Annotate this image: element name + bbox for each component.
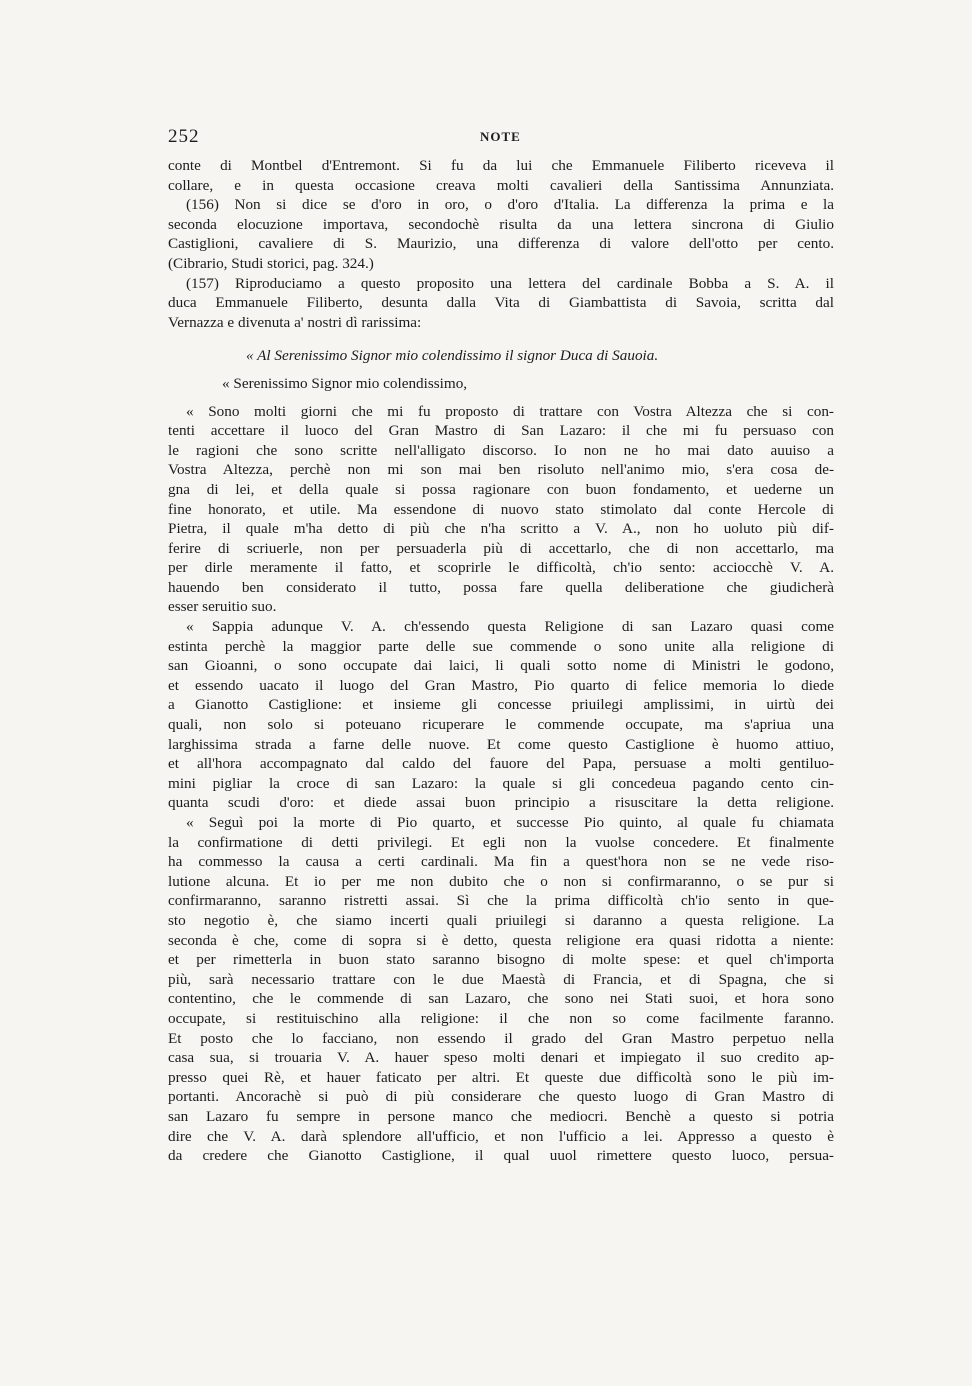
notes-body (168, 156, 834, 1166)
text-line: et all'hora accompagnato dal caldo del fauore del Papa, persuase a molti gentiluo- (168, 755, 834, 773)
text-line: sto negotio è, che siamo incerti quali priuilegi si daranno a questa religione. La (168, 911, 834, 929)
text-line: san Lazaro fu sempre in persone manco che mediocri. Benchè a questo si potria (168, 1107, 834, 1125)
text-line: esser seruitio suo. (168, 598, 277, 616)
letter-paragraph-start: « Sono molti giorni che mi fu proposto di trattare con Vostra Altezza che si con- (186, 402, 834, 420)
text-line: Pietra, il quale m'ha detto di più che n'ha scritto a V. A., non ho uoluto più dif- (168, 520, 834, 538)
text-line: dire che V. A. darà splendore all'ufficio, et non l'ufficio a lei. Appresso a questo è (168, 1127, 834, 1145)
text-line: tenti accettare il luoco del Gran Mastro di San Lazaro: il che mi fu persuaso con (168, 422, 834, 440)
text-line: mini pigliar la croce di san Lazaro: la quale si gli concedeua pagando cento cin- (168, 774, 834, 792)
text-line: et essendo uacato il luogo del Gran Mastro, Pio quarto di felice memoria lo diede (168, 676, 834, 694)
text-line: ferire di scriuerle, non per persuaderla più di accettarlo, che di non accettarlo, ma (168, 539, 834, 557)
text-line: duca Emmanuele Filiberto, desunta dalla Vita di Giambattista di Savoia, scritta dal (168, 294, 834, 312)
text-line: confirmaranno, saranno ristretti assai. Sì che la prima difficoltà ch'io sento in que- (168, 892, 834, 910)
text-line: san Gioanni, o sono occupate dai laici, li quali sotto nome di Ministri le godono, (168, 657, 834, 675)
page-number: 252 (168, 126, 200, 147)
text-line: occupate, si restituischino alla religione: il che non so come facilmente faranno. (168, 1009, 834, 1027)
text-line: portanti. Ancorachè si può di più considerare che questo luogo di Gran Mastro di (168, 1088, 834, 1106)
text-line: le ragioni che sono scritte nell'alligato discorso. Io non ne ho mai dato auuiso a (168, 441, 834, 459)
letter-salutation: « Serenissimo Signor mio colendissimo, (222, 374, 468, 392)
text-line: Castiglioni, cavaliere di S. Maurizio, una differenza di valore dell'otto per cento. (168, 235, 834, 253)
text-line: casa sua, si trouaria V. A. hauer speso molti denari et impiegato il suo credito ap- (168, 1049, 834, 1067)
note-156-line: (156) Non si dice se d'oro in oro, o d'oro d'Italia. La differenza la prima e la (186, 196, 834, 214)
text-line: Vostra Altezza, perchè non mi son mai ben risoluto nell'animo mio, s'era cosa de- (168, 461, 834, 479)
text-line: hauendo ben considerato il tutto, possa fare quella deliberatione che giudicherà (168, 578, 834, 596)
text-line: la confirmatione di detti privilegi. Et egli non la vuolse concedere. Et finalmente (168, 833, 834, 851)
text-line: larghissima strada a farne delle nuove. Et come questo Castiglione è huomo attiuo, (168, 735, 834, 753)
text-line: conte di Montbel d'Entremont. Si fu da lui che Emmanuele Filiberto riceveva il (168, 157, 834, 174)
text-line: gna di lei, et della quale si possa ragionare con buon fondamento, et uederne un (168, 480, 834, 498)
text-line: da credere che Gianotto Castiglione, il qual uuol rimettere questo luoco, persua- (168, 1147, 834, 1165)
running-head: NOTE (480, 129, 521, 144)
text-line: collare, e in questa occasione creava molti cavalieri della Santissima Annunziata. (168, 176, 834, 194)
text-line: fine honorato, et utile. Ma essendone di nuovo stato stimolato dal conte Hercole di (168, 500, 834, 518)
letter-address: « Al Serenissimo Signor mio colendissimo il signor Duca di Sauoia. (246, 347, 659, 365)
text-line: quali, non solo si poteuano ricuperare le commende occupate, ma s'apriua una (168, 716, 834, 734)
page-header (168, 126, 834, 152)
text-line: presso quei Rè, et hauer faticato per altri. Et queste due difficoltà sono le più im- (168, 1068, 834, 1086)
text-line: Vernazza e divenuta a' nostri dì rarissima: (168, 313, 422, 331)
citation-line: (Cibrario, Studi storici, pag. 324.) (168, 254, 374, 272)
note-157-line: (157) Riproduciamo a questo proposito una lettera del cardinale Bobba a S. A. il (186, 274, 834, 292)
text-line: a Gianotto Castiglione: et insieme gli concesse priuilegi amplissimi, in uirtù dei (168, 696, 834, 714)
text-line: lutione alcuna. Et io per me non dubito che o non si confirmaranno, o se pur si (168, 872, 834, 890)
text-line: per dirle meramente il fatto, et scoprirle le difficoltà, ch'io sento: acciocchè V. A. (168, 559, 834, 577)
text-line: Et posto che lo facciano, non essendo il grado del Gran Mastro perpetuo nella (168, 1029, 834, 1047)
text-line: più, sarà necessario trattare con le due Maestà di Francia, et di Spagna, che si (168, 970, 834, 988)
text-line: seconda elocuzione importava, secondochè risulta da una lettera sincrona di Giulio (168, 215, 834, 233)
text-line: estinta perchè la maggior parte delle sue commende o sono unite alla religione di (168, 637, 834, 655)
text-line: et per rimetterla in buon stato saranno bisogno di molte spese: et quel ch'importa (168, 951, 834, 969)
letter-paragraph-start: « Seguì poi la morte di Pio quarto, et successe Pio quinto, al quale fu chiamata (186, 814, 834, 831)
text-line: contentino, che le commende di san Lazaro, che sono nei Stati suoi, et hora sono (168, 990, 834, 1008)
text-line: ha commesso la causa a certi cardinali. Ma fin a quest'hora non se ne vede riso- (168, 853, 834, 871)
letter-paragraph-start: « Sappia adunque V. A. ch'essendo questa Religione di san Lazaro quasi come (186, 618, 834, 636)
book-page (168, 126, 834, 1166)
text-line: quanta scudi d'oro: et diede assai buon principio a risuscitare la detta religione. (168, 794, 834, 812)
text-line: seconda è che, come di sopra si è detto, questa religione era quasi ridotta a niente: (168, 931, 834, 949)
